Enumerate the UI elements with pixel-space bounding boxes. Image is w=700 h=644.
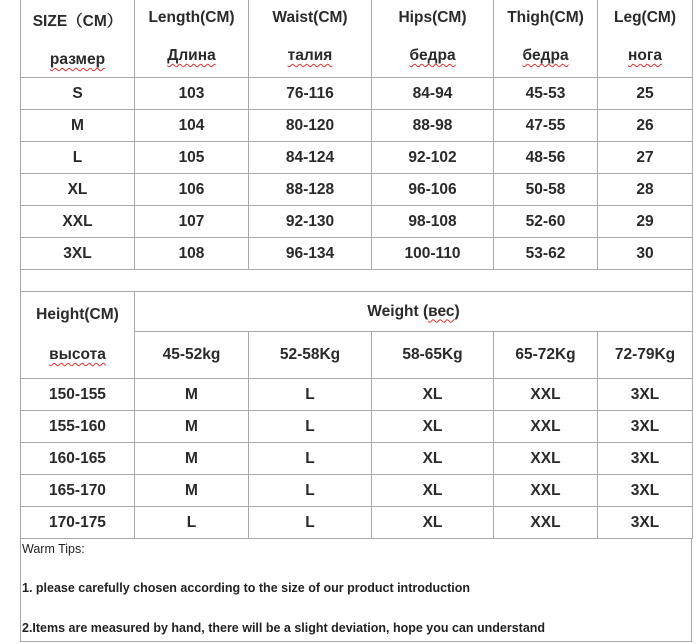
hips-cell: 98-108 <box>372 206 494 238</box>
size-cell: L <box>249 411 372 443</box>
size-cell: XXL <box>494 411 598 443</box>
waist-cell: 92-130 <box>249 206 372 238</box>
header-thigh: Thigh(CM) бедра <box>494 0 598 78</box>
waist-cell: 80-120 <box>249 110 372 142</box>
size-cell: L <box>249 475 372 507</box>
size-cell: XXL <box>494 443 598 475</box>
hips-cell: 92-102 <box>372 142 494 174</box>
header-waist: Waist(CM) талия <box>249 0 372 78</box>
spacer-cell <box>21 270 693 292</box>
weight-range: 58-65Kg <box>372 332 494 379</box>
size-cell: XL <box>372 411 494 443</box>
leg-cell: 26 <box>598 110 693 142</box>
table-row <box>21 142 693 174</box>
header-height: Height(CM) высота <box>21 292 135 379</box>
header-length-ru: Длина <box>167 47 216 64</box>
table-row <box>21 507 693 539</box>
length-cell: 105 <box>135 142 249 174</box>
height-cell: 155-160 <box>21 411 135 443</box>
size-cell: 3XL <box>598 379 693 411</box>
table-row <box>21 379 693 411</box>
size-table-header-row <box>21 0 693 78</box>
size-cell: XL <box>21 174 135 206</box>
size-cell: XL <box>372 379 494 411</box>
size-cell: M <box>135 475 249 507</box>
waist-cell: 88-128 <box>249 174 372 206</box>
header-leg: Leg(CM) нога <box>598 0 693 78</box>
thigh-cell: 45-53 <box>494 78 598 110</box>
tip-item: 2.Items are measured by hand, there will be a slight deviation, hope you can understand <box>22 621 546 635</box>
table-row <box>21 110 693 142</box>
leg-cell: 27 <box>598 142 693 174</box>
thigh-cell: 53-62 <box>494 238 598 270</box>
size-cell: M <box>21 110 135 142</box>
size-cell: XXL <box>494 379 598 411</box>
header-leg-ru: нога <box>628 47 662 64</box>
size-cell: S <box>21 78 135 110</box>
leg-cell: 30 <box>598 238 693 270</box>
tips-title: Warm Tips: <box>22 542 85 556</box>
size-cell: 3XL <box>598 443 693 475</box>
size-cell: 3XL <box>21 238 135 270</box>
table-row <box>21 78 693 110</box>
header-weight-ru: вес <box>428 302 455 320</box>
size-cell: M <box>135 379 249 411</box>
height-cell: 150-155 <box>21 379 135 411</box>
hips-cell: 96-106 <box>372 174 494 206</box>
weight-table-header-row <box>21 292 693 332</box>
table-row <box>21 443 693 475</box>
length-cell: 106 <box>135 174 249 206</box>
size-cell: XL <box>372 507 494 539</box>
size-cell: L <box>249 379 372 411</box>
length-cell: 107 <box>135 206 249 238</box>
size-measurement-table <box>20 0 693 539</box>
size-cell: M <box>135 443 249 475</box>
size-cell: 3XL <box>598 411 693 443</box>
waist-cell: 76-116 <box>249 78 372 110</box>
header-weight: Weight (вес) <box>135 292 693 332</box>
warm-tips-box <box>20 539 692 642</box>
leg-cell: 29 <box>598 206 693 238</box>
size-cell: XL <box>372 475 494 507</box>
weight-range: 52-58Kg <box>249 332 372 379</box>
size-cell: XXL <box>21 206 135 238</box>
header-hips: Hips(CM) бедра <box>372 0 494 78</box>
length-cell: 103 <box>135 78 249 110</box>
waist-cell: 96-134 <box>249 238 372 270</box>
size-cell: 3XL <box>598 507 693 539</box>
header-thigh-ru: бедра <box>522 47 569 64</box>
size-cell: L <box>249 443 372 475</box>
size-cell: XXL <box>494 507 598 539</box>
table-row <box>21 475 693 507</box>
header-size: SIZE（CM） размер <box>21 0 135 78</box>
header-hips-ru: бедра <box>409 47 456 64</box>
height-cell: 165-170 <box>21 475 135 507</box>
table-row <box>21 238 693 270</box>
size-cell: L <box>249 507 372 539</box>
leg-cell: 25 <box>598 78 693 110</box>
weight-range: 65-72Kg <box>494 332 598 379</box>
header-waist-ru: талия <box>287 47 333 64</box>
length-cell: 104 <box>135 110 249 142</box>
header-length: Length(CM) Длина <box>135 0 249 78</box>
height-cell: 170-175 <box>21 507 135 539</box>
table-row <box>21 206 693 238</box>
height-cell: 160-165 <box>21 443 135 475</box>
size-chart <box>20 0 692 642</box>
size-cell: XL <box>372 443 494 475</box>
thigh-cell: 48-56 <box>494 142 598 174</box>
waist-cell: 84-124 <box>249 142 372 174</box>
weight-range: 45-52kg <box>135 332 249 379</box>
thigh-cell: 47-55 <box>494 110 598 142</box>
leg-cell: 28 <box>598 174 693 206</box>
header-height-ru: высота <box>49 346 106 363</box>
table-row <box>21 174 693 206</box>
size-cell: 3XL <box>598 475 693 507</box>
spacer-row <box>21 270 693 292</box>
size-cell: L <box>135 507 249 539</box>
thigh-cell: 50-58 <box>494 174 598 206</box>
tip-item: 1. please carefully chosen according to the size of our product introduction <box>22 581 470 595</box>
size-cell: L <box>21 142 135 174</box>
header-size-ru: размер <box>49 51 106 68</box>
size-cell: M <box>135 411 249 443</box>
length-cell: 108 <box>135 238 249 270</box>
table-row <box>21 411 693 443</box>
thigh-cell: 52-60 <box>494 206 598 238</box>
hips-cell: 84-94 <box>372 78 494 110</box>
hips-cell: 100-110 <box>372 238 494 270</box>
size-cell: XXL <box>494 475 598 507</box>
hips-cell: 88-98 <box>372 110 494 142</box>
weight-range: 72-79Kg <box>598 332 693 379</box>
